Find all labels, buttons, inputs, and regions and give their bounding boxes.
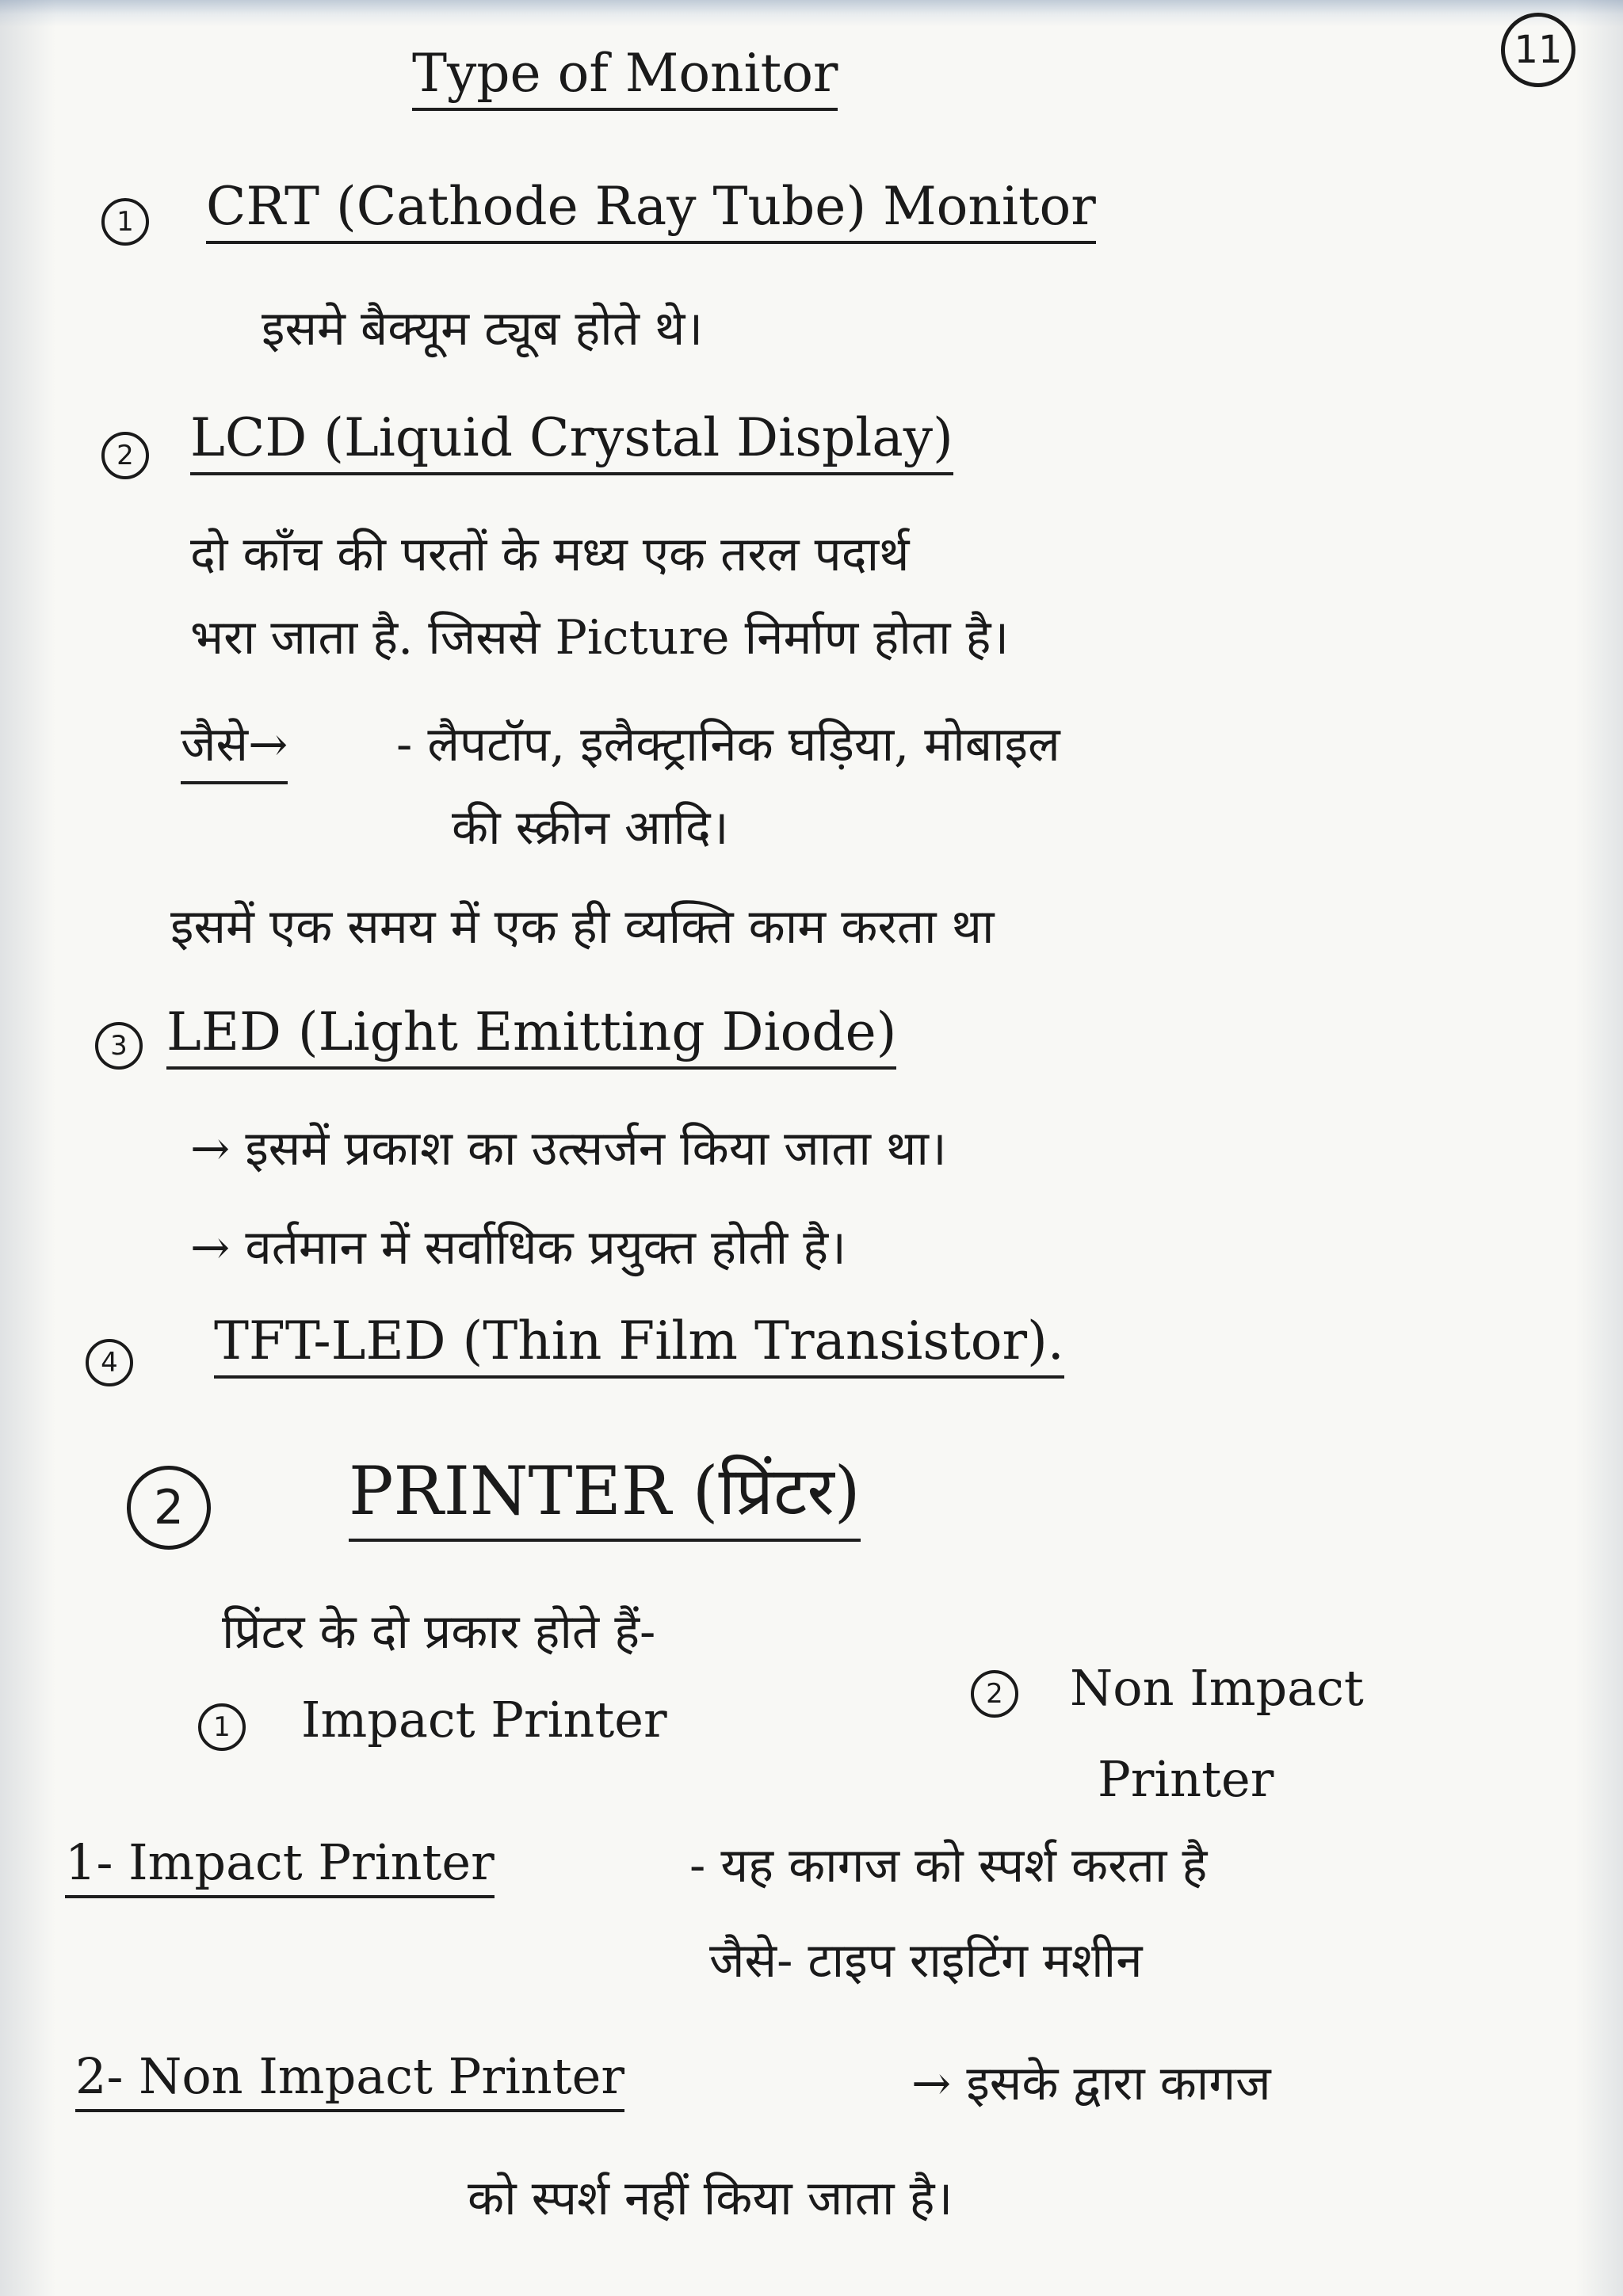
lcd-line-1: दो काँच की परतों के मध्य एक तरल पदार्थ [190,527,910,582]
type-number-2: 2 [971,1670,1018,1718]
impact-printer-title: 1- Impact Printer [65,1838,495,1898]
type-impact-printer: Impact Printer [301,1691,667,1749]
page-number: 11 [1501,13,1575,87]
section-number-2: 2 [127,1466,211,1550]
item-number-4: 4 [86,1339,133,1386]
led-heading: LED (Light Emitting Diode) [166,1006,896,1070]
example-label: जैसे→ [181,721,288,784]
item-number-2: 2 [101,432,149,479]
item-number-1: 1 [101,198,149,246]
lcd-heading: LCD (Liquid Crystal Display) [190,412,953,475]
led-bullet-2: → वर्तमान में सर्वाधिक प्रयुक्त होती है। [190,1220,846,1276]
led-bullet-1: → इसमें प्रकाश का उत्सर्जन किया जाता था। [190,1121,947,1177]
type-non-impact-printer-2: Printer [1098,1750,1274,1808]
non-impact-printer-title: 2- Non Impact Printer [75,2052,624,2112]
non-impact-printer-text-1: → इसके द्वारा कागज [911,2056,1271,2111]
lcd-note: इसमें एक समय में एक ही व्यक्ति काम करता था [170,899,995,955]
printer-heading: PRINTER (प्रिंटर) [349,1458,861,1542]
lcd-example-2: की स्क्रीन आदि। [452,800,729,856]
page-title: Type of Monitor [412,48,838,111]
impact-printer-text-1: - यह कागज को स्पर्श करता है [689,1838,1208,1894]
lcd-example-1: - लैपटॉप, इलैक्ट्रानिक घड़िया, मोबाइल [396,717,1060,772]
crt-text: इसमे बैक्यूम ट्यूब होते थे। [262,301,704,357]
type-non-impact-printer: Non Impact [1070,1659,1364,1717]
printer-intro: प्रिंटर के दो प्रकार होते हैं- [222,1604,656,1660]
item-number-3: 3 [95,1022,143,1070]
lcd-line-2: भरा जाता है. जिससे Picture निर्माण होता है। [190,610,1010,666]
tft-heading: TFT-LED (Thin Film Transistor). [214,1315,1064,1379]
type-number-1: 1 [198,1703,246,1751]
crt-heading: CRT (Cathode Ray Tube) Monitor [206,181,1096,244]
impact-printer-text-2: जैसे- टाइप राइटिंग मशीन [709,1933,1143,1989]
non-impact-printer-text-2: को स्पर्श नहीं किया जाता है। [468,2171,953,2226]
